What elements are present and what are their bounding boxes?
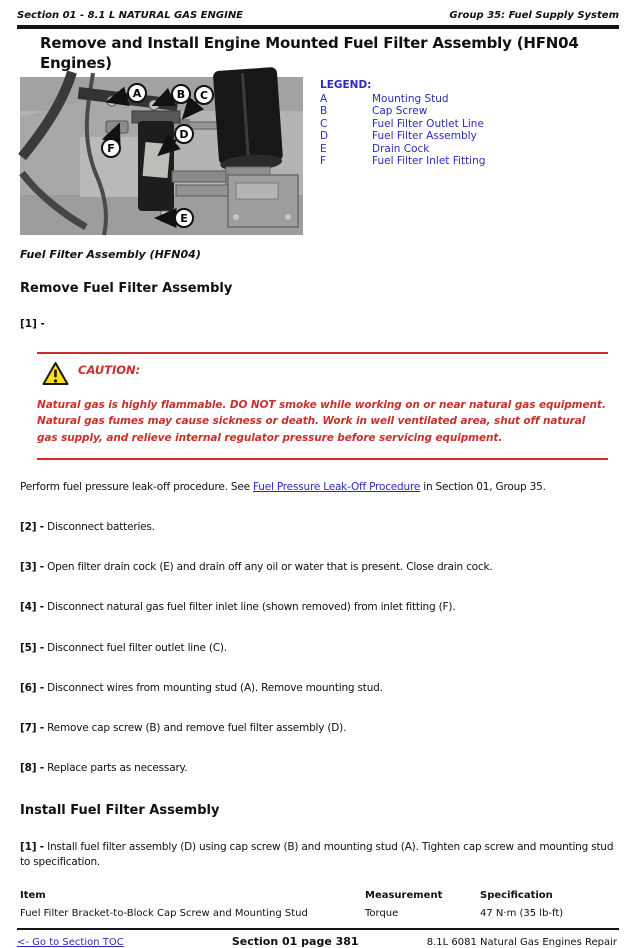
- spec-col-specification: Specification: [480, 889, 553, 901]
- header-group-label: Group 35: Fuel Supply System: [449, 10, 619, 21]
- step-2-text: Disconnect batteries.: [47, 521, 155, 534]
- legend-key: C: [320, 117, 328, 130]
- install-step-1-num: [1] -: [20, 840, 44, 853]
- legend-label: Mounting Stud: [372, 93, 449, 105]
- step-6-text: Disconnect wires from mounting stud (A). Remove mounting stud.: [47, 681, 383, 694]
- legend-title: LEGEND:: [320, 79, 372, 91]
- spec-table: [20, 890, 608, 919]
- step-2: [20, 520, 615, 535]
- caution-rule-top: [37, 352, 608, 354]
- spec-measurement-value: Torque: [365, 907, 399, 919]
- step-6-num: [6] -: [20, 681, 44, 694]
- step-8: [20, 761, 615, 776]
- callout-d-label: D: [179, 128, 189, 141]
- legend-label: Drain Cock: [372, 142, 430, 155]
- legend-label: Cap Screw: [372, 105, 428, 118]
- header-rule: [17, 25, 619, 29]
- warning-triangle-icon: [42, 361, 69, 386]
- step-3: [20, 560, 615, 575]
- step-7: [20, 721, 615, 736]
- leakoff-paragraph: [20, 480, 615, 495]
- install-step-1-text: Install fuel filter assembly (D) using cap screw (B) and mounting stud (A). Tighten cap screw and mounting stud to specification.: [20, 840, 614, 868]
- step-4-text: Disconnect natural gas fuel filter inlet line (shown removed) from inlet fitting (F).: [47, 601, 456, 614]
- legend-key: F: [320, 154, 327, 167]
- caution-rule-bottom: [37, 458, 608, 460]
- step-8-text: Replace parts as necessary.: [47, 762, 188, 775]
- spec-col-measurement: Measurement: [365, 889, 443, 901]
- legend-label: Fuel Filter Inlet Fitting: [372, 154, 486, 167]
- legend-key: E: [320, 142, 327, 155]
- step-5-num: [5] -: [20, 641, 44, 654]
- page-title: Remove and Install Engine Mounted Fuel Filter Assembly (HFN04 Engines): [40, 34, 579, 72]
- spec-table-row: [20, 908, 608, 919]
- step-5: [20, 641, 615, 656]
- step-1-label: [1] -: [20, 318, 45, 330]
- callout-c-label: C: [199, 89, 209, 102]
- spec-item-value: Fuel Filter Bracket-to-Block Cap Screw and Mounting Stud: [20, 907, 308, 919]
- caution-header: [42, 361, 627, 386]
- step-4: [20, 600, 615, 615]
- legend-key: D: [320, 130, 329, 143]
- step-4-num: [4] -: [20, 601, 44, 614]
- step-3-text: Open filter drain cock (E) and drain off any oil or water that is present. Close drain cock.: [47, 561, 493, 574]
- install-heading: Install Fuel Filter Assembly: [20, 802, 220, 818]
- spec-specification-value: 47 N·m (35 lb-ft): [480, 907, 564, 919]
- legend-key: A: [320, 93, 328, 105]
- header-section-label: Section 01 - 8.1 L NATURAL GAS ENGINE: [17, 10, 244, 21]
- page-footer: [17, 935, 617, 948]
- legend-label: Fuel Filter Outlet Line: [372, 117, 484, 130]
- caution-label: CAUTION:: [78, 363, 141, 377]
- step-7-text: Remove cap screw (B) and remove fuel filter assembly (D).: [47, 722, 347, 735]
- callout-f-label: F: [107, 142, 115, 155]
- leakoff-pre: Perform fuel pressure leak-off procedure. See: [20, 480, 254, 493]
- go-to-section-toc-link[interactable]: <- Go to Section TOC: [17, 936, 124, 948]
- install-step-1: [20, 840, 615, 870]
- step-2-num: [2] -: [20, 521, 44, 534]
- callout-b-label: B: [176, 88, 186, 101]
- leakoff-procedure-link[interactable]: Fuel Pressure Leak-Off Procedure: [253, 480, 421, 493]
- remove-heading: Remove Fuel Filter Assembly: [20, 281, 233, 296]
- figure-caption: Fuel Filter Assembly (HFN04): [20, 248, 201, 261]
- legend: [320, 79, 485, 235]
- legend-key: B: [320, 105, 328, 118]
- engine-photo: [20, 77, 303, 235]
- canister: [213, 67, 284, 173]
- step-7-num: [7] -: [20, 722, 44, 735]
- page-number-label: Section 01 page 381: [231, 934, 359, 948]
- leakoff-post: in Section 01, Group 35.: [420, 480, 546, 493]
- step-6: [20, 681, 615, 696]
- legend-label: Fuel Filter Assembly: [372, 130, 477, 143]
- callout-e-label: E: [180, 212, 188, 225]
- step-3-num: [3] -: [20, 561, 44, 574]
- caution-text: Natural gas is highly flammable. DO NOT smoke while working on or near natural gas equipment. Natural gas fumes may cause sickness or death. Work in well ventilated area, shut off natural gas supply, and relieve internal regulator pressure before servicing equipment.: [37, 399, 606, 444]
- step-5-text: Disconnect fuel filter outlet line (C).: [47, 641, 227, 654]
- step-8-num: [8] -: [20, 762, 44, 775]
- spec-col-item: Item: [20, 889, 46, 901]
- footer-rule: [17, 928, 619, 930]
- manual-name-label: 8.1L 6081 Natural Gas Engines Repair: [426, 936, 617, 948]
- page-header: [17, 10, 619, 21]
- drain-cock: [161, 211, 169, 221]
- callout-a-label: A: [132, 87, 142, 100]
- spec-table-header: [20, 890, 608, 901]
